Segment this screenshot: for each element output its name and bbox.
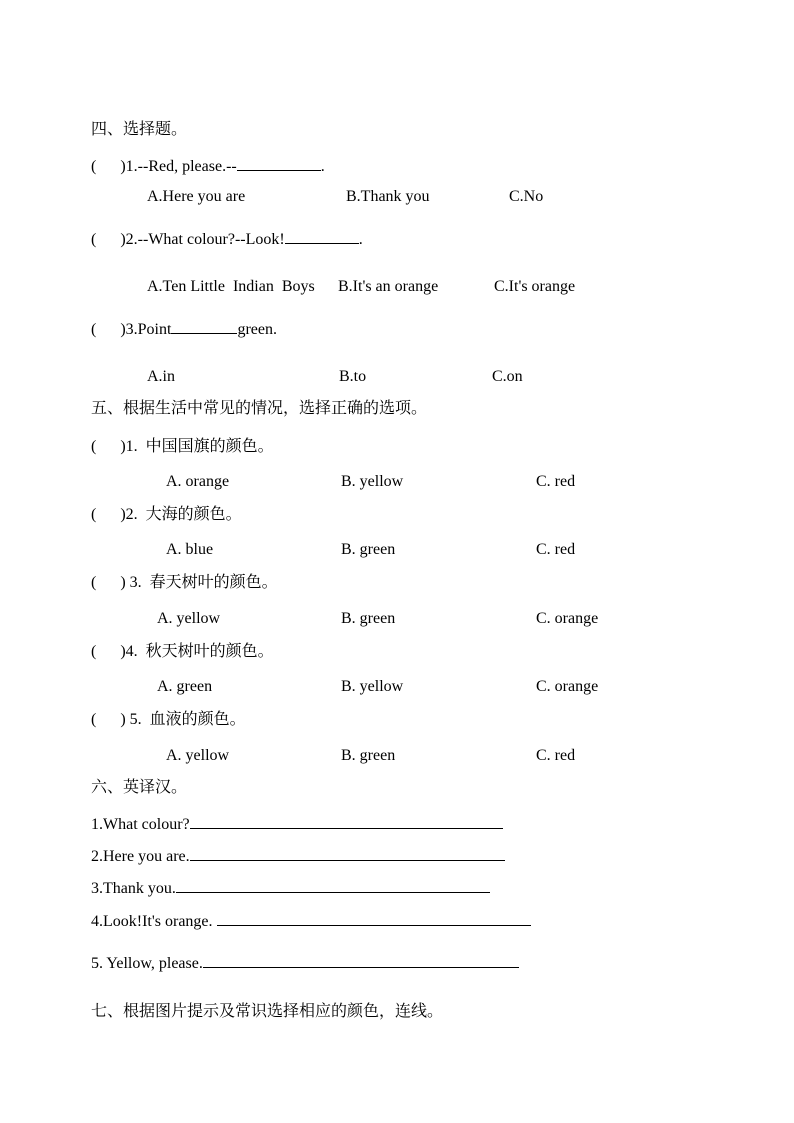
question-text: 5. 血液的颜色。 [125, 711, 246, 728]
option-a: A. orange [166, 473, 230, 490]
option-c: C.It's orange [494, 278, 576, 295]
option-c: C. orange [536, 610, 599, 627]
translation-item-1 [91, 814, 503, 835]
answer-blank[interactable] [285, 229, 359, 244]
translation-item-2 [91, 846, 505, 867]
option-c: C. red [536, 473, 576, 490]
translation-source: 2.Here you are. [91, 848, 190, 865]
s5-q3 [91, 573, 278, 593]
option-b: B.Thank you [346, 188, 430, 205]
answer-blank[interactable] [171, 319, 237, 334]
translation-answer-line[interactable] [190, 846, 505, 861]
s5-q1 [91, 437, 274, 457]
option-a: A.Ten Little Indian Boys [147, 278, 315, 295]
question-text: 2. 大海的颜色。 [125, 506, 242, 523]
question-text: 3.Point [125, 321, 172, 338]
option-a: A. yellow [166, 747, 230, 764]
translation-answer-line[interactable] [217, 911, 531, 926]
option-c: C. red [536, 541, 576, 558]
translation-item-5 [91, 953, 519, 974]
translation-source: 1.What colour? [91, 816, 190, 833]
option-b: B.It's an orange [338, 278, 439, 295]
question-text: 1. 中国国旗的颜色。 [125, 438, 274, 455]
s5-q5 [91, 710, 246, 730]
translation-item-4 [91, 911, 531, 932]
s4-q3 [91, 319, 277, 340]
answer-paren[interactable]: ( ) [91, 158, 126, 175]
question-text: 2.--What colour?--Look! [125, 231, 285, 248]
question-text: 1.--Red, please.-- [125, 158, 237, 175]
section5-title: 五、根据生活中常见的情况，选择正确的选项。 [91, 400, 428, 417]
translation-source: 4.Look!It's orange. [91, 913, 217, 930]
s5-q2 [91, 505, 242, 525]
option-b: B. green [341, 747, 396, 764]
answer-paren[interactable]: ( ) [91, 506, 126, 523]
answer-paren[interactable]: ( ) [91, 574, 126, 591]
option-c: C. orange [536, 678, 599, 695]
translation-answer-line[interactable] [190, 814, 503, 829]
s4-q2 [91, 229, 363, 250]
option-a: A. blue [166, 541, 214, 558]
translation-source: 5. Yellow, please. [91, 955, 203, 972]
question-text: 4. 秋天树叶的颜色。 [125, 643, 274, 660]
option-a: A. yellow [157, 610, 221, 627]
option-b: B. green [341, 610, 396, 627]
option-c: C.on [492, 368, 523, 385]
answer-paren[interactable]: ( ) [91, 711, 126, 728]
question-text: 3. 春天树叶的颜色。 [125, 574, 278, 591]
translation-answer-line[interactable] [176, 878, 490, 893]
section7-title: 七、根据图片提示及常识选择相应的颜色，连线。 [91, 1003, 444, 1020]
question-end: . [320, 158, 325, 175]
question-end: . [358, 231, 363, 248]
answer-paren[interactable]: ( ) [91, 321, 126, 338]
option-a: A.Here you are [147, 188, 246, 205]
s4-q1 [91, 156, 325, 177]
answer-paren[interactable]: ( ) [91, 438, 126, 455]
option-b: B.to [339, 368, 367, 385]
translation-item-3 [91, 878, 490, 899]
s5-q4 [91, 642, 274, 662]
option-b: B. yellow [341, 473, 404, 490]
section4-title: 四、选择题。 [91, 121, 188, 138]
answer-blank[interactable] [237, 156, 321, 171]
translation-source: 3.Thank you. [91, 880, 176, 897]
option-c: C. red [536, 747, 576, 764]
option-c: C.No [509, 188, 544, 205]
section6-title: 六、英译汉。 [91, 779, 188, 796]
option-b: B. green [341, 541, 396, 558]
translation-answer-line[interactable] [203, 953, 519, 968]
answer-paren[interactable]: ( ) [91, 231, 126, 248]
option-a: A. green [157, 678, 213, 695]
option-a: A.in [147, 368, 175, 385]
option-b: B. yellow [341, 678, 404, 695]
answer-paren[interactable]: ( ) [91, 643, 126, 660]
question-end: green. [237, 321, 277, 338]
